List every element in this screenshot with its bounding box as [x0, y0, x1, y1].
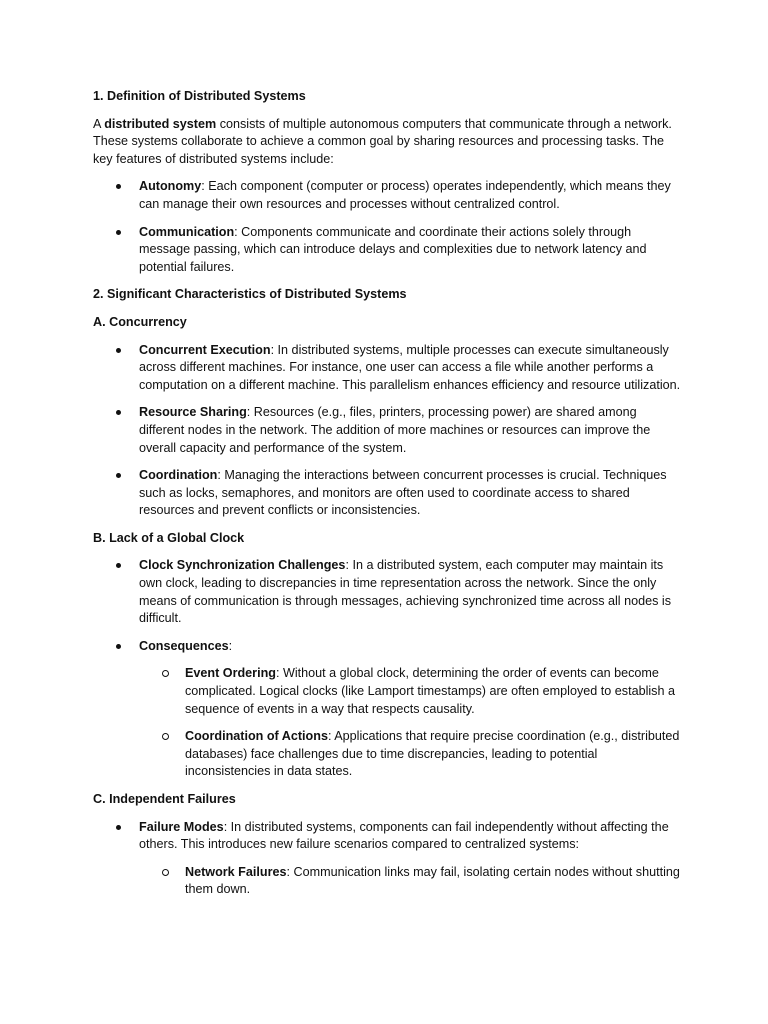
- item-text: : In a distributed system, each computer may maintain its own clock, leading to discrepancies in time representation across the network. Since the only means of communication is through messages, achieving synchronized time across all nodes is difficult.: [139, 558, 671, 626]
- circle-bullet-icon: [162, 869, 169, 876]
- document-page: [93, 88, 683, 909]
- circle-bullet-icon: [162, 670, 169, 677]
- item-text: : Resources (e.g., files, printers, processing power) are shared among different nodes in the network. The addition of more machines or resources can improve the overall capacity and performance of the system.: [139, 405, 651, 455]
- bullet-icon: [116, 825, 121, 830]
- item-term: Coordination: [139, 468, 218, 483]
- list-item-autonomy: [93, 178, 683, 213]
- item-text: : Components communicate and coordinate their actions solely through message passing, which can introduce delays and complexities due to network latency and potential failures.: [139, 224, 647, 274]
- list-item-consequences: [93, 638, 683, 781]
- sublist-item-network-failures: [139, 864, 683, 899]
- subsection-c-heading: C. Independent Failures: [93, 792, 236, 806]
- intro-text: consists of multiple autonomous computers that communicate through a network. These systems collaborate to achieve a common goal by sharing resources and processing tasks. The key features of distributed systems include:: [93, 116, 672, 166]
- consequences-sublist: [139, 665, 683, 781]
- item-text: : Without a global clock, determining the order of events can become complicated. Logical clocks (like Lamport timestamps) are often employed to establish a sequence of events in a way that respects causality.: [185, 666, 675, 716]
- section-2-heading: 2. Significant Characteristics of Distributed Systems: [93, 287, 407, 302]
- item-text: : Communication links may fail, isolating certain nodes without shutting them down.: [185, 864, 680, 897]
- sublist-item-coordination-of-actions: [139, 728, 683, 781]
- bullet-icon: [116, 184, 121, 189]
- item-text: : In distributed systems, multiple processes can execute simultaneously across different machines. For instance, one user can access a file while another performs a computation on a different machine. This parallelism enhances efficiency and resource utilization.: [139, 342, 681, 392]
- item-term: Consequences: [139, 638, 229, 653]
- bullet-icon: [116, 644, 121, 649]
- item-term: Autonomy: [139, 179, 202, 194]
- subsection-a-list: [93, 342, 683, 520]
- bullet-icon: [116, 348, 121, 353]
- circle-bullet-icon: [162, 733, 169, 740]
- bullet-icon: [116, 410, 121, 415]
- item-term: Network Failures: [185, 864, 287, 879]
- bullet-icon: [116, 230, 121, 235]
- section-1-list: [93, 178, 683, 276]
- list-item-concurrent-execution: [93, 342, 683, 395]
- subsection-b-list: [93, 557, 683, 781]
- sublist-item-event-ordering: [139, 665, 683, 718]
- list-item-coordination: [93, 467, 683, 520]
- failure-modes-sublist: [139, 864, 683, 899]
- item-term: Event Ordering: [185, 666, 276, 681]
- intro-prefix: A: [93, 116, 105, 131]
- intro-term: distributed system: [104, 116, 217, 131]
- section-1-heading: 1. Definition of Distributed Systems: [93, 89, 306, 103]
- item-term: Concurrent Execution: [139, 342, 271, 357]
- item-text: : Managing the interactions between concurrent processes is crucial. Techniques such as locks, semaphores, and monitors are often used to coordinate access to shared resources and prevent conflicts or inconsistencies.: [139, 468, 667, 518]
- bullet-icon: [116, 473, 121, 478]
- item-term: Resource Sharing: [139, 405, 247, 420]
- bullet-icon: [116, 563, 121, 568]
- section-1-intro: [93, 116, 683, 169]
- item-term: Coordination of Actions: [185, 729, 328, 744]
- item-term: Failure Modes: [139, 819, 224, 834]
- item-text: : Applications that require precise coordination (e.g., distributed databases) face challenges due to time discrepancies, leading to potential inconsistencies in data states.: [185, 729, 680, 779]
- item-text: :: [228, 638, 233, 653]
- item-term: Communication: [139, 224, 235, 239]
- list-item-failure-modes: [93, 819, 683, 899]
- subsection-b-heading: B. Lack of a Global Clock: [93, 530, 245, 545]
- subsection-a-heading: A. Concurrency: [93, 314, 187, 329]
- item-term: Clock Synchronization Challenges: [139, 558, 346, 573]
- list-item-resource-sharing: [93, 404, 683, 457]
- subsection-c-list: [93, 819, 683, 899]
- item-text: : In distributed systems, components can fail independently without affecting the others. This introduces new failure scenarios compared to centralized systems:: [139, 819, 669, 852]
- list-item-clock-sync: [93, 557, 683, 627]
- list-item-communication: [93, 224, 683, 277]
- item-text: : Each component (computer or process) operates independently, which means they can manage their own resources and processes without centralized control.: [139, 179, 671, 211]
